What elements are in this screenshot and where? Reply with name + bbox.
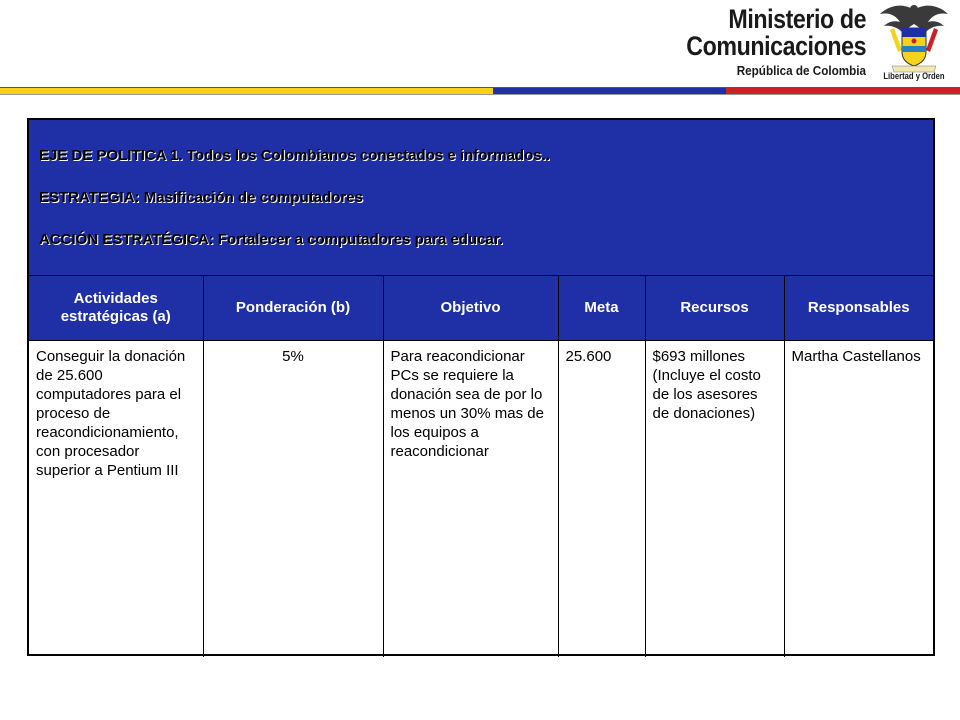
motto-text: Libertad y Orden [883,71,945,81]
column-header: Meta [558,276,645,341]
column-header: Actividades estratégicas (a) [29,276,203,341]
strategic-action: ACCIÓN ESTRATÉGICA: Fortalecer a computadores para educar. [39,231,503,248]
cell-responsables: Martha Castellanos [784,341,933,658]
strategy-table [27,118,935,656]
strategy-line: ESTRATEGIA: Masificación de computadores [39,189,363,206]
cell-objetivo: Para reacondicionar PCs se requiere la donación sea de por lo menos un 30% mas de los equipos a reacondicionar [383,341,558,658]
cell-meta: 25.600 [558,341,645,658]
table-header-row [29,276,933,341]
column-header: Recursos [645,276,784,341]
policy-banner [29,120,933,275]
column-header: Responsables [784,276,933,341]
cell-recursos: $693 millones (Incluye el costo de los asesores de donaciones) [645,341,784,658]
ministry-logo-text [657,6,866,79]
table-row [29,341,933,658]
cell-ponderacion: 5% [203,341,383,658]
cell-actividad: Conseguir la donación de 25.600 computadores para el proceso de reacondicionamiento, con procesador superior a Pentium III [29,341,203,658]
activities-table [29,275,933,657]
ministry-name-line1: Ministerio de [728,4,866,34]
stripe-bottom-line [0,94,960,95]
policy-axis: EJE DE POLITICA 1. Todos los Colombianos conectados e informados.. [39,147,550,164]
column-header: Objetivo [383,276,558,341]
ministry-name-line2: Comunicaciones [686,31,866,61]
country-name: República de Colombia [736,63,866,78]
column-header: Ponderación (b) [203,276,383,341]
